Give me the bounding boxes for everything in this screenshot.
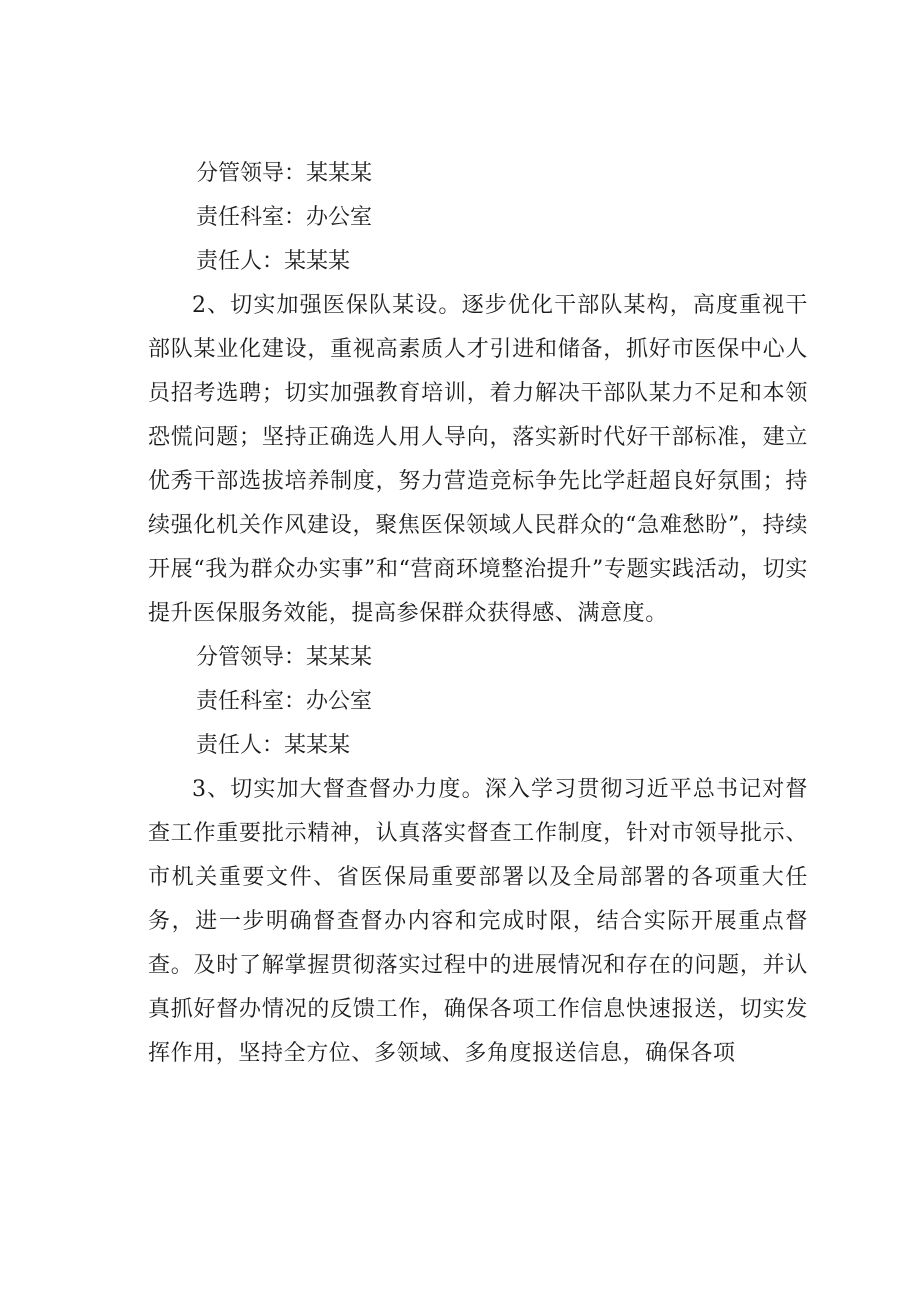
leader-line: 分管领导：某某某 (196, 645, 373, 670)
department-line: 责任科室：办公室 (196, 205, 373, 230)
person-line: 责任人：某某某 (196, 733, 351, 758)
paragraph-2: 2、切实加强医保队某设。逐步优化干部队某构，高度重视干部队某业化建设，重视高素质人才引进和储备，抓好市医保中心人员招考选聘；切实加强教育培训，着力解决干部队某力不足和本领恐慌问题；坚持正确选人用人导向，落实新时代好干部标准，建立优秀干部选拔培养制度，努力营造竞标争先比学赶超良好氛围；持续强化机关作风建设，聚焦医保领域人民群众的“急难愁盼”，持续开展“我为群众办实事”和“营商环境整治提升”专题实践活动，切实提升医保服务效能，提高参保群众获得感、满意度。 (148, 293, 808, 626)
person-line: 责任人：某某某 (196, 249, 351, 274)
document-body (148, 152, 808, 1076)
leader-line: 分管领导：某某某 (196, 161, 373, 186)
paragraph-3: 3、切实加大督查督办力度。深入学习贯彻习近平总书记对督查工作重要批示精神，认真落实督查工作制度，针对市领导批示、市机关重要文件、省医保局重要部署以及全局部署的各项重大任务，进一步明确督查督办内容和完成时限，结合实际开展重点督查。及时了解掌握贯彻落实过程中的进展情况和存在的问题，并认真抓好督办情况的反馈工作，确保各项工作信息快速报送，切实发挥作用，坚持全方位、多领域、多角度报送信息，确保各项 (148, 777, 808, 1066)
department-line: 责任科室：办公室 (196, 689, 373, 714)
